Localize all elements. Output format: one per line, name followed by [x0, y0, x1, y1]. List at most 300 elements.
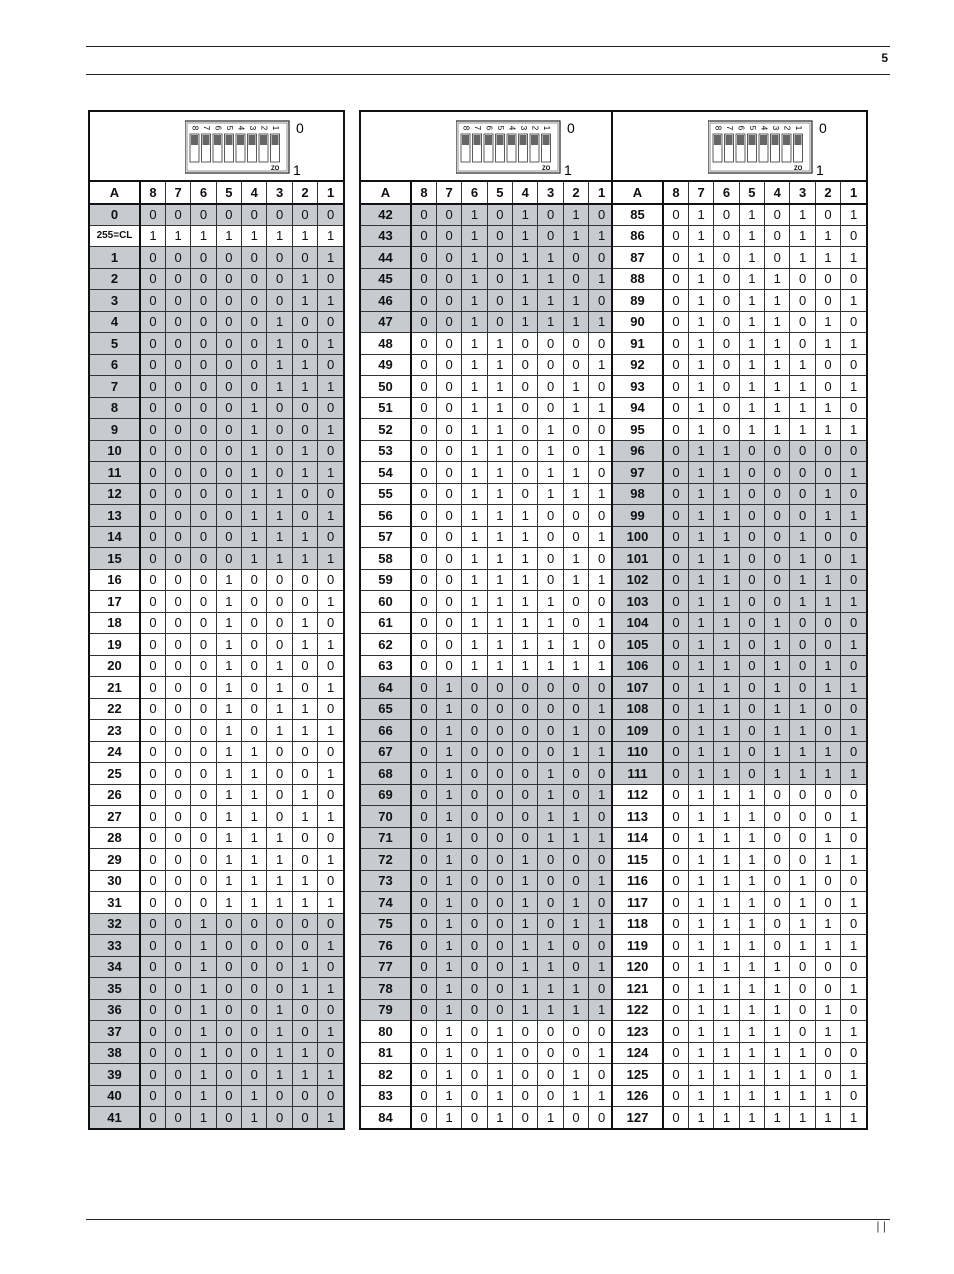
table-row — [613, 870, 866, 892]
bit-cell: 0 — [563, 612, 588, 634]
table-row — [613, 1021, 866, 1043]
bit-cell: 0 — [165, 849, 190, 871]
bit-cell: 0 — [242, 268, 267, 290]
bit-cell: 0 — [267, 268, 292, 290]
bit-cell: 0 — [765, 913, 790, 935]
bit-cell: 0 — [487, 935, 512, 957]
bit-cell: 1 — [688, 548, 713, 570]
address-cell: 95 — [613, 419, 663, 441]
bit-cell: 1 — [589, 741, 614, 763]
bit-cell: 0 — [538, 870, 563, 892]
address-cell: 91 — [613, 333, 663, 355]
table-row — [613, 526, 866, 548]
bit-cell: 1 — [487, 419, 512, 441]
bit-cell: 0 — [411, 268, 436, 290]
bit-cell: 1 — [688, 634, 713, 656]
table-row — [613, 698, 866, 720]
address-cell: 2 — [90, 268, 140, 290]
bit-cell: 0 — [140, 1107, 165, 1129]
bit-cell: 0 — [589, 1021, 614, 1043]
bit-cell: 1 — [589, 612, 614, 634]
bit-cell: 1 — [462, 225, 487, 247]
bit-cell: 0 — [563, 956, 588, 978]
bit-cell: 1 — [815, 225, 840, 247]
table-row — [90, 1064, 343, 1086]
bit-cell: 0 — [267, 741, 292, 763]
bit-cell: 1 — [318, 376, 343, 398]
bit-cell: 1 — [765, 311, 790, 333]
bit-cell: 0 — [815, 784, 840, 806]
bit-cell: 1 — [841, 634, 866, 656]
bit-cell: 0 — [411, 956, 436, 978]
bit-cell: 1 — [462, 204, 487, 226]
bit-cell: 1 — [267, 483, 292, 505]
address-cell: 112 — [613, 784, 663, 806]
bit-cell: 0 — [411, 376, 436, 398]
table-row — [613, 956, 866, 978]
address-cell: 96 — [613, 440, 663, 462]
bit-cell: 0 — [815, 376, 840, 398]
bit-cell: 1 — [688, 354, 713, 376]
dip-switch-icon — [708, 119, 838, 177]
bit-cell: 1 — [714, 784, 739, 806]
bit-cell: 0 — [815, 290, 840, 312]
bit-cell: 0 — [462, 870, 487, 892]
bit-cell: 0 — [318, 655, 343, 677]
bit-cell: 0 — [165, 204, 190, 226]
address-cell: 5 — [90, 333, 140, 355]
bit-cell: 0 — [191, 569, 216, 591]
bit-cell: 1 — [216, 225, 241, 247]
table-row — [361, 591, 614, 613]
bit-cell: 1 — [318, 978, 343, 1000]
address-cell: 62 — [361, 634, 411, 656]
bit-cell: 0 — [513, 806, 538, 828]
bit-cell: 0 — [563, 870, 588, 892]
bit-cell: 0 — [318, 913, 343, 935]
header-switch-4: 4 — [513, 182, 538, 204]
table-row — [361, 1064, 614, 1086]
bit-cell: 0 — [436, 247, 461, 269]
bit-cell: 1 — [513, 849, 538, 871]
bit-cell: 1 — [462, 333, 487, 355]
bit-cell: 0 — [140, 526, 165, 548]
bit-cell: 1 — [714, 978, 739, 1000]
address-cell: 118 — [613, 913, 663, 935]
table-row — [361, 483, 614, 505]
bit-cell: 1 — [688, 763, 713, 785]
svg-text:7: 7 — [202, 125, 211, 131]
bit-cell: 0 — [165, 935, 190, 957]
bit-cell: 0 — [140, 376, 165, 398]
bit-cell: 1 — [589, 440, 614, 462]
bit-cell: 0 — [165, 978, 190, 1000]
bit-cell: 0 — [436, 354, 461, 376]
bit-cell: 0 — [216, 1042, 241, 1064]
bit-cell: 0 — [663, 397, 688, 419]
bit-cell: 0 — [841, 569, 866, 591]
bit-cell: 1 — [538, 290, 563, 312]
table-row — [613, 677, 866, 699]
bit-cell: 1 — [765, 763, 790, 785]
bit-cell: 0 — [165, 892, 190, 914]
bit-cell: 1 — [589, 956, 614, 978]
bit-cell: 0 — [165, 247, 190, 269]
bit-cell: 1 — [487, 376, 512, 398]
bit-cell: 1 — [790, 720, 815, 742]
bit-cell: 0 — [165, 634, 190, 656]
table-row — [90, 354, 343, 376]
bit-cell: 1 — [267, 999, 292, 1021]
bit-cell: 0 — [267, 763, 292, 785]
table-row — [361, 354, 614, 376]
bit-cell: 1 — [292, 634, 317, 656]
address-cell: 104 — [613, 612, 663, 634]
address-cell: 84 — [361, 1107, 411, 1129]
bit-cell: 0 — [140, 247, 165, 269]
bit-cell: 1 — [765, 655, 790, 677]
address-cell: 16 — [90, 569, 140, 591]
bit-cell: 1 — [242, 1085, 267, 1107]
bit-cell: 0 — [589, 763, 614, 785]
address-cell: 42 — [361, 204, 411, 226]
bit-cell: 1 — [318, 333, 343, 355]
address-cell: 72 — [361, 849, 411, 871]
bit-cell: 1 — [589, 397, 614, 419]
bit-cell: 1 — [714, 1042, 739, 1064]
bit-cell: 0 — [140, 311, 165, 333]
bit-cell: 0 — [165, 612, 190, 634]
bit-cell: 1 — [563, 741, 588, 763]
bit-cell: 0 — [841, 1085, 866, 1107]
address-cell: 85 — [613, 204, 663, 226]
bit-cell: 1 — [739, 247, 764, 269]
address-cell: 7 — [90, 376, 140, 398]
bit-cell: 0 — [513, 1042, 538, 1064]
bit-cell: 0 — [242, 290, 267, 312]
bit-cell: 1 — [589, 870, 614, 892]
dip-switch-icon — [456, 119, 586, 177]
bit-cell: 0 — [841, 354, 866, 376]
bit-cell: 1 — [688, 655, 713, 677]
svg-text:2: 2 — [782, 125, 792, 131]
bit-cell: 0 — [318, 784, 343, 806]
bit-cell: 0 — [292, 1021, 317, 1043]
bit-cell: 0 — [140, 999, 165, 1021]
bit-cell: 1 — [563, 397, 588, 419]
bit-cell: 1 — [688, 1085, 713, 1107]
address-cell: 61 — [361, 612, 411, 634]
bit-cell: 0 — [714, 290, 739, 312]
bit-cell: 1 — [841, 892, 866, 914]
address-cell: 37 — [90, 1021, 140, 1043]
bit-cell: 1 — [318, 720, 343, 742]
bit-cell: 0 — [538, 1085, 563, 1107]
address-cell: 36 — [90, 999, 140, 1021]
address-cell: 126 — [613, 1085, 663, 1107]
bit-cell: 0 — [815, 354, 840, 376]
bit-cell: 0 — [663, 741, 688, 763]
bit-cell: 1 — [538, 784, 563, 806]
bit-cell: 1 — [714, 1107, 739, 1129]
bit-cell: 0 — [663, 806, 688, 828]
bit-cell: 1 — [739, 1021, 764, 1043]
table-row — [361, 827, 614, 849]
bit-cell: 0 — [663, 462, 688, 484]
bit-cell: 0 — [140, 849, 165, 871]
bit-cell: 1 — [216, 677, 241, 699]
bit-cell: 1 — [815, 397, 840, 419]
header-switch-4: 4 — [242, 182, 267, 204]
bit-cell: 1 — [216, 720, 241, 742]
bit-cell: 1 — [790, 548, 815, 570]
dip-off-label: 1 — [816, 162, 824, 177]
bit-cell: 0 — [487, 913, 512, 935]
bit-cell: 0 — [841, 956, 866, 978]
bit-cell: 0 — [513, 397, 538, 419]
bit-cell: 0 — [165, 569, 190, 591]
bit-cell: 0 — [714, 311, 739, 333]
table-row — [90, 526, 343, 548]
bit-cell: 0 — [165, 698, 190, 720]
bit-cell: 0 — [739, 526, 764, 548]
bit-cell: 0 — [411, 827, 436, 849]
bit-cell: 0 — [165, 311, 190, 333]
bit-cell: 0 — [411, 655, 436, 677]
bit-cell: 0 — [411, 526, 436, 548]
bit-cell: 0 — [538, 720, 563, 742]
table-row — [361, 505, 614, 527]
bit-cell: 0 — [513, 698, 538, 720]
bit-cell: 0 — [462, 849, 487, 871]
bit-cell: 0 — [841, 999, 866, 1021]
table-row — [90, 311, 343, 333]
bit-cell: 0 — [165, 462, 190, 484]
bit-cell: 1 — [487, 354, 512, 376]
bit-cell: 0 — [739, 634, 764, 656]
bit-cell: 1 — [714, 870, 739, 892]
bit-cell: 0 — [462, 892, 487, 914]
bit-cell: 1 — [513, 999, 538, 1021]
bit-cell: 0 — [663, 935, 688, 957]
bit-cell: 0 — [739, 505, 764, 527]
table-row — [361, 784, 614, 806]
dip-code-table — [361, 182, 614, 1128]
bit-cell: 0 — [216, 354, 241, 376]
bit-cell: 1 — [688, 397, 713, 419]
bit-cell: 0 — [165, 1064, 190, 1086]
address-cell: 8 — [90, 397, 140, 419]
bit-cell: 0 — [267, 1085, 292, 1107]
bit-cell: 1 — [563, 913, 588, 935]
bit-cell: 1 — [538, 655, 563, 677]
bit-cell: 1 — [462, 505, 487, 527]
table-row — [613, 290, 866, 312]
bit-cell: 1 — [538, 1107, 563, 1129]
table-row — [613, 741, 866, 763]
svg-text:8: 8 — [461, 125, 471, 131]
bit-cell: 0 — [538, 892, 563, 914]
bit-cell: 1 — [242, 548, 267, 570]
bit-cell: 0 — [739, 591, 764, 613]
bit-cell: 0 — [462, 956, 487, 978]
dip-tag: ZO — [542, 166, 551, 172]
bit-cell: 0 — [242, 956, 267, 978]
bit-cell: 1 — [765, 677, 790, 699]
bit-cell: 1 — [267, 827, 292, 849]
bit-cell: 1 — [790, 247, 815, 269]
table-row — [90, 290, 343, 312]
bit-cell: 0 — [765, 440, 790, 462]
bit-cell: 0 — [589, 849, 614, 871]
address-cell: 14 — [90, 526, 140, 548]
bit-cell: 0 — [242, 204, 267, 226]
bit-cell: 1 — [462, 655, 487, 677]
address-cell: 34 — [90, 956, 140, 978]
bit-cell: 1 — [267, 505, 292, 527]
page-number: 5 — [881, 51, 888, 65]
bit-cell: 1 — [318, 548, 343, 570]
address-cell: 255=CL — [90, 225, 140, 247]
bit-cell: 0 — [292, 397, 317, 419]
bit-cell: 1 — [513, 505, 538, 527]
bit-cell: 0 — [191, 204, 216, 226]
address-cell: 107 — [613, 677, 663, 699]
bit-cell: 0 — [411, 290, 436, 312]
bit-cell: 0 — [216, 956, 241, 978]
bit-cell: 0 — [165, 999, 190, 1021]
bit-cell: 1 — [538, 827, 563, 849]
bit-cell: 0 — [462, 999, 487, 1021]
bit-cell: 1 — [563, 1064, 588, 1086]
bit-cell: 0 — [663, 1021, 688, 1043]
bit-cell: 0 — [462, 1107, 487, 1129]
table-row — [361, 204, 614, 226]
address-cell: 39 — [90, 1064, 140, 1086]
address-cell: 56 — [361, 505, 411, 527]
bit-cell: 0 — [563, 763, 588, 785]
bit-cell: 1 — [242, 419, 267, 441]
bit-cell: 1 — [538, 311, 563, 333]
bit-cell: 1 — [487, 655, 512, 677]
bit-cell: 1 — [513, 548, 538, 570]
bit-cell: 0 — [140, 720, 165, 742]
bit-cell: 1 — [790, 1107, 815, 1129]
bit-cell: 0 — [538, 1042, 563, 1064]
bit-cell: 1 — [242, 1107, 267, 1129]
table-row — [361, 1085, 614, 1107]
address-cell: 63 — [361, 655, 411, 677]
bit-cell: 1 — [714, 440, 739, 462]
bit-cell: 0 — [790, 655, 815, 677]
bit-cell: 0 — [513, 720, 538, 742]
address-cell: 48 — [361, 333, 411, 355]
bit-cell: 0 — [318, 354, 343, 376]
bit-cell: 0 — [267, 419, 292, 441]
bit-cell: 0 — [411, 311, 436, 333]
bit-cell: 0 — [487, 268, 512, 290]
bit-cell: 0 — [216, 290, 241, 312]
bit-cell: 0 — [165, 1107, 190, 1129]
bit-cell: 1 — [739, 806, 764, 828]
bit-cell: 0 — [815, 462, 840, 484]
table-row — [361, 849, 614, 871]
bit-cell: 1 — [790, 591, 815, 613]
bit-cell: 0 — [663, 1042, 688, 1064]
bit-cell: 1 — [216, 698, 241, 720]
address-cell: 13 — [90, 505, 140, 527]
bit-cell: 1 — [538, 935, 563, 957]
address-cell: 52 — [361, 419, 411, 441]
bit-cell: 1 — [765, 419, 790, 441]
bit-cell: 0 — [563, 526, 588, 548]
address-cell: 27 — [90, 806, 140, 828]
table-row — [90, 376, 343, 398]
dip-tag: ZO — [794, 166, 803, 172]
bit-cell: 0 — [191, 634, 216, 656]
bit-cell: 0 — [165, 806, 190, 828]
bit-cell: 0 — [487, 892, 512, 914]
bit-cell: 1 — [765, 1064, 790, 1086]
bit-cell: 0 — [487, 784, 512, 806]
bit-cell: 1 — [739, 827, 764, 849]
bit-cell: 1 — [841, 978, 866, 1000]
bit-cell: 1 — [538, 419, 563, 441]
bit-cell: 1 — [436, 720, 461, 742]
bit-cell: 1 — [436, 784, 461, 806]
header-switch-1: 1 — [589, 182, 614, 204]
bit-cell: 1 — [513, 935, 538, 957]
bit-cell: 0 — [140, 978, 165, 1000]
table-row — [361, 1107, 614, 1129]
bit-cell: 0 — [538, 225, 563, 247]
bit-cell: 1 — [563, 311, 588, 333]
bit-cell: 1 — [191, 1107, 216, 1129]
bit-cell: 0 — [663, 333, 688, 355]
bit-cell: 1 — [191, 1085, 216, 1107]
bit-cell: 1 — [765, 290, 790, 312]
bit-cell: 1 — [739, 376, 764, 398]
table-row — [90, 268, 343, 290]
bit-cell: 1 — [487, 569, 512, 591]
bit-cell: 0 — [318, 397, 343, 419]
bit-cell: 0 — [216, 376, 241, 398]
bit-cell: 0 — [411, 806, 436, 828]
bit-cell: 1 — [589, 1042, 614, 1064]
bit-cell: 1 — [765, 1042, 790, 1064]
bit-cell: 0 — [267, 569, 292, 591]
bit-cell: 0 — [318, 483, 343, 505]
table-row — [90, 634, 343, 656]
bit-cell: 1 — [292, 268, 317, 290]
address-cell: 90 — [613, 311, 663, 333]
bit-cell: 0 — [563, 333, 588, 355]
address-cell: 30 — [90, 870, 140, 892]
bit-cell: 1 — [513, 591, 538, 613]
bit-cell: 1 — [688, 892, 713, 914]
bit-cell: 0 — [739, 698, 764, 720]
address-cell: 82 — [361, 1064, 411, 1086]
bit-cell: 1 — [815, 849, 840, 871]
bit-cell: 1 — [191, 1021, 216, 1043]
bit-cell: 0 — [563, 698, 588, 720]
table-row — [613, 569, 866, 591]
bit-cell: 0 — [318, 999, 343, 1021]
table-row — [90, 784, 343, 806]
bit-cell: 1 — [436, 1064, 461, 1086]
address-cell: 18 — [90, 612, 140, 634]
bit-cell: 1 — [841, 247, 866, 269]
